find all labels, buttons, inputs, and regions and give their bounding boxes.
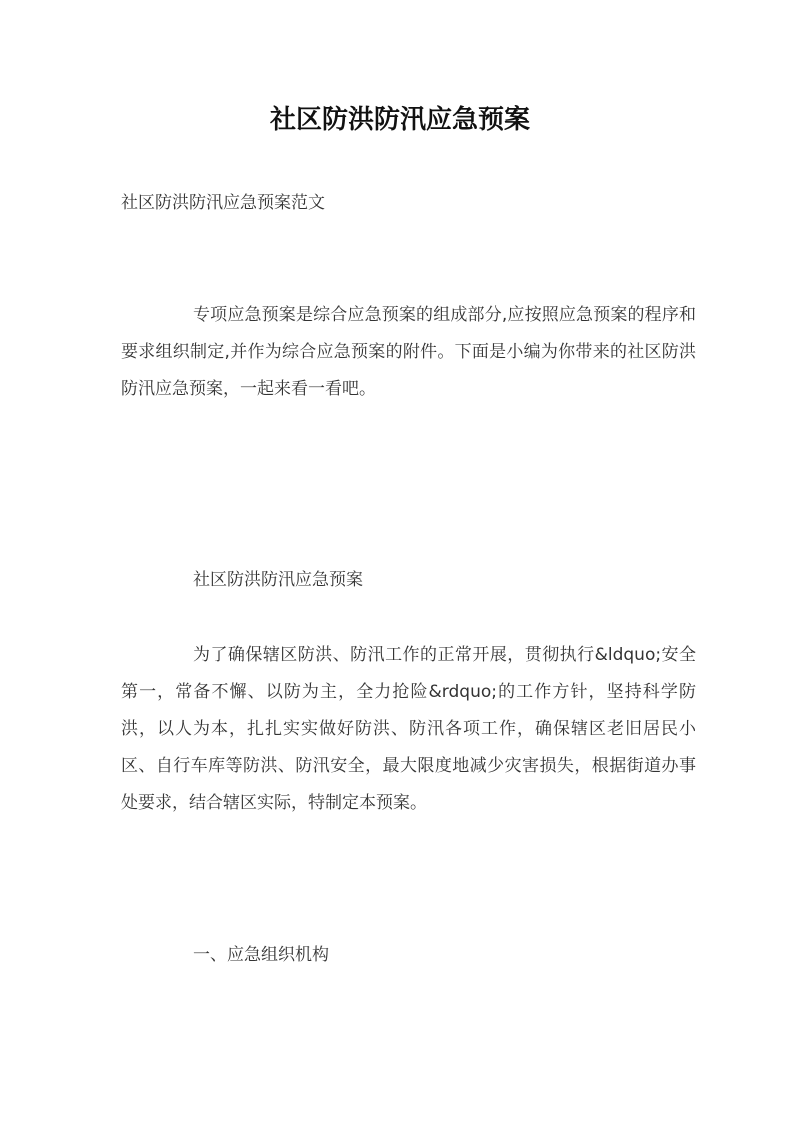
- section-heading: 社区防洪防汛应急预案: [193, 570, 363, 590]
- intro-paragraph: 专项应急预案是综合应急预案的组成部分,应按照应急预案的程序和要求组织制定,并作为综合应急预案的附件。下面是小编为你带来的社区防洪防汛应急预案，一起来看一看吧。: [121, 305, 696, 399]
- subheading-organization: 一、应急组织机构: [193, 945, 329, 965]
- body-paragraph: 为了确保辖区防洪、防汛工作的正常开展，贯彻执行&ldquo;安全第一，常备不懈、以防为主，全力抢险&rdquo;的工作方针，坚持科学防洪，以人为本，扎扎实实做好防洪、防汛各项工作，确保辖区老旧居民小区、自行车库等防洪、防汛安全，最大限度地减少灾害损失，根据街道办事处要求，结合辖区实际，特制定本预案。: [121, 645, 696, 813]
- document-title: 社区防洪防汛应急预案: [269, 105, 530, 135]
- document-subtitle: 社区防洪防汛应急预案范文: [121, 193, 325, 213]
